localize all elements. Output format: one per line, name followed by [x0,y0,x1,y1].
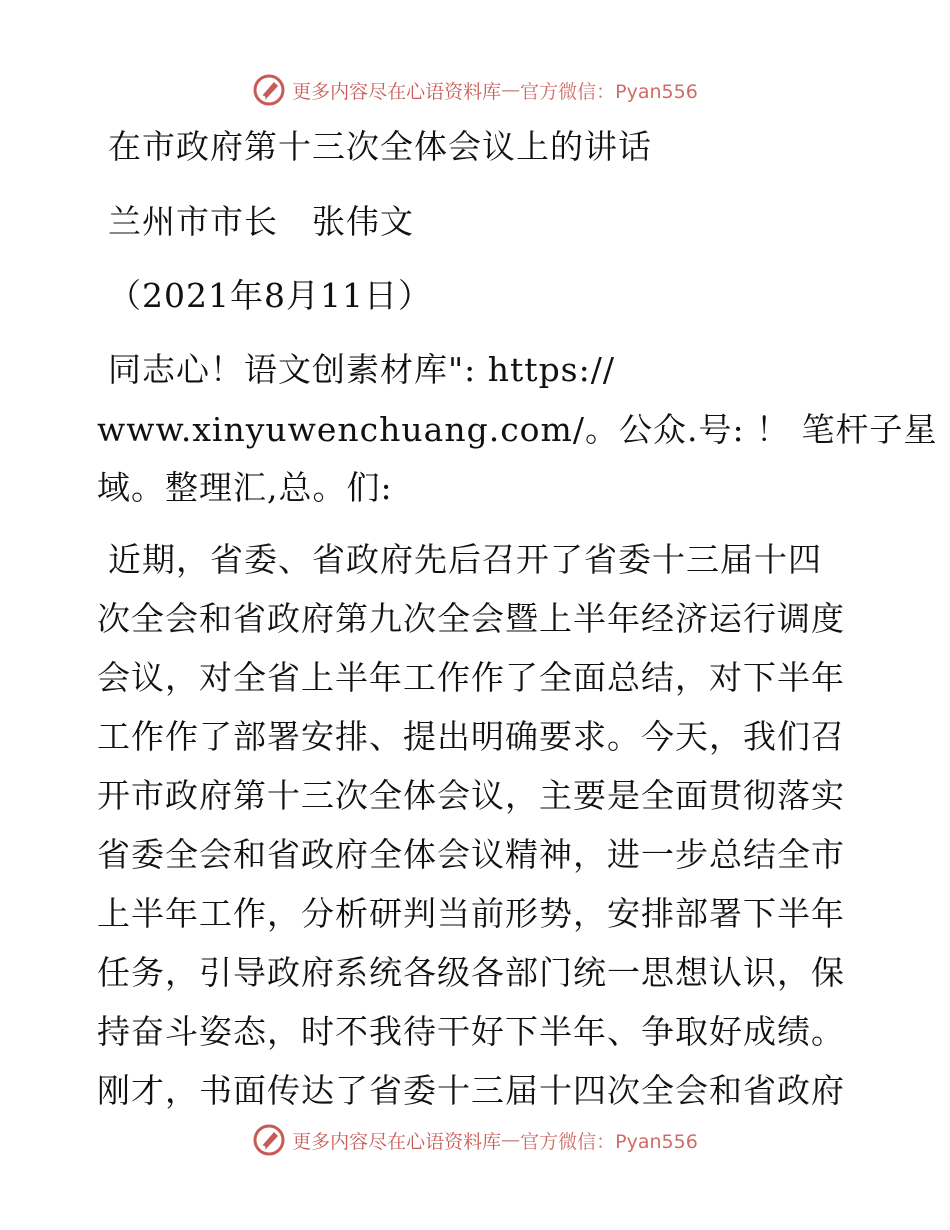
body-line: 域。整理汇,总。们: [97,468,393,507]
document-title: 在市政府第十三次全体会议上的讲话 [108,127,652,166]
body-line: 会议，对全省上半年工作作了全面总结，对下半年 [97,658,845,697]
watermark-logo-icon [252,73,286,107]
watermark-dash: — [501,1129,521,1151]
watermark-text: 更多内容尽在心语资料库 [292,80,502,103]
document-author: 兰州市市长 张伟文 [108,202,414,241]
body-line: 任务，引导政府系统各级各部门统一思想认识，保 [97,953,845,992]
watermark-footer [0,1120,950,1160]
body-line: 近期，省委、省政府先后召开了省委十三届十四 [108,540,822,579]
watermark-dash: — [501,79,521,101]
watermark-official-account: 官方微信：Pyan556 [520,1130,698,1153]
body-line: 省委全会和省政府全体会议精神，进一步总结全市 [97,835,845,874]
body-line: 上半年工作，分析研判当前形势，安排部署下半年 [97,894,845,933]
watermark-official-account: 官方微信：Pyan556 [520,80,698,103]
watermark-logo-icon [252,1123,286,1157]
body-line: 次全会和省政府第九次全会暨上半年经济运行调度 [97,599,845,638]
body-line: 同志心！语文创素材库": https:// [108,350,615,389]
watermark-text: 更多内容尽在心语资料库 [292,1130,502,1153]
body-line: 持奋斗姿态，时不我待干好下半年、争取好成绩。 [97,1012,845,1051]
body-line: 开市政府第十三次全体会议，主要是全面贯彻落实 [97,776,845,815]
watermark-header [0,70,950,110]
body-line: 工作作了部署安排、提出明确要求。今天，我们召 [97,717,845,756]
document-date: （2021年8月11日） [108,276,432,315]
body-line: 刚才，书面传达了省委十三届十四次全会和省政府 [97,1071,845,1110]
body-line: www.xinyuwenchuang.com/。公众.号: ！ 笔杆子星 [97,410,938,449]
